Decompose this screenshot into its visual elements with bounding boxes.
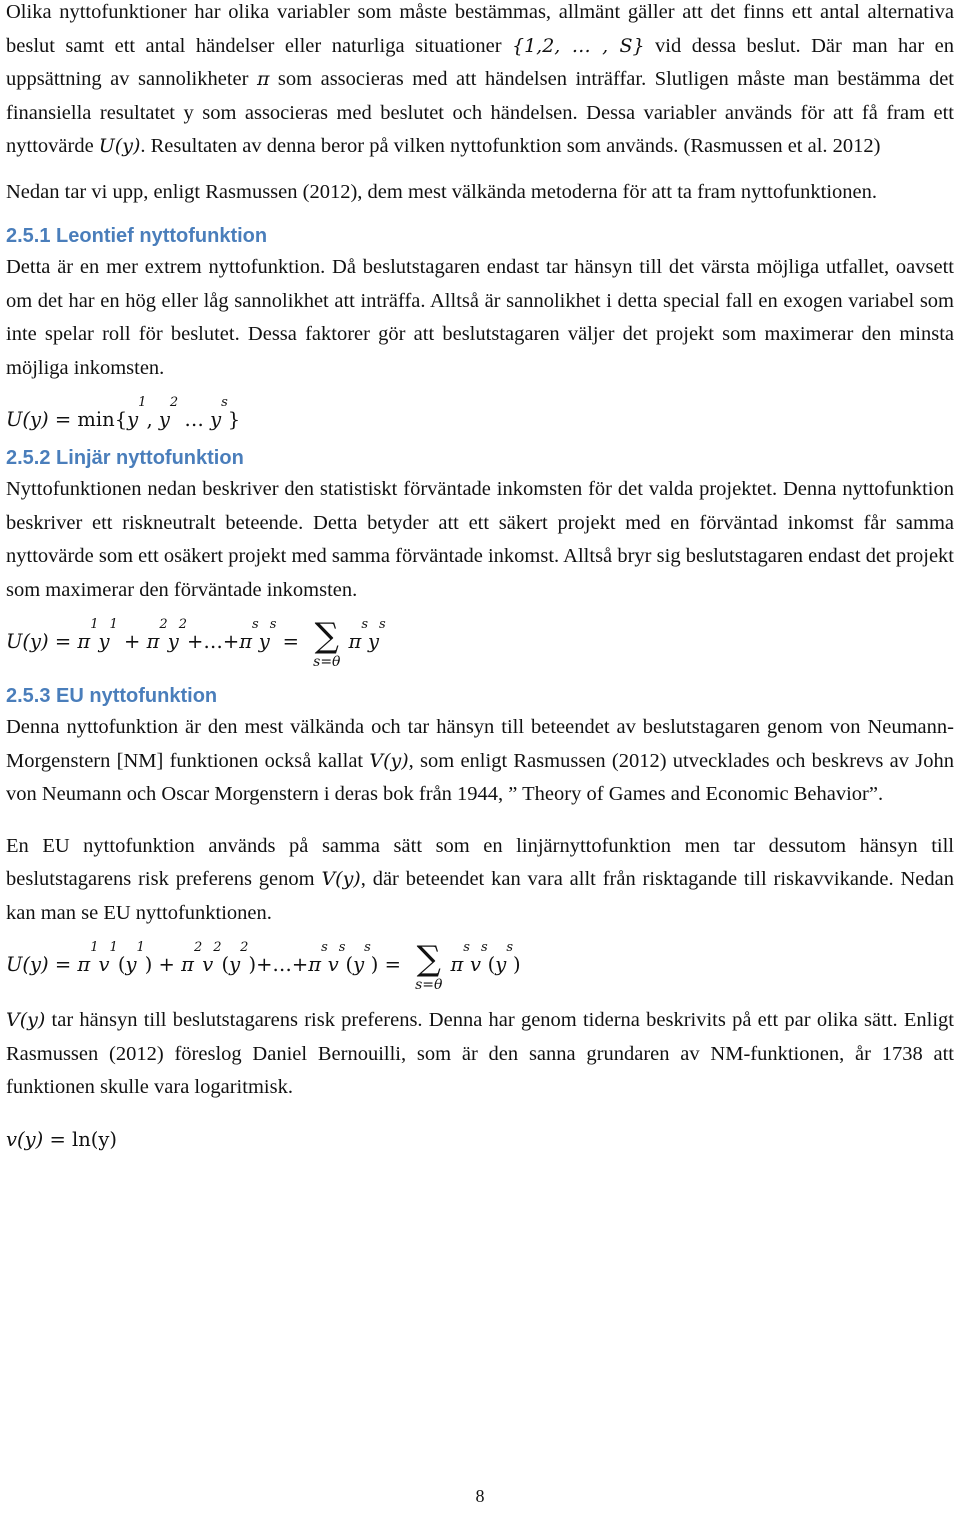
equation-eu: U(y) = π 1 v 1 ( y 1 ) + π 2 v 2 ( y 2 ) +…+ π s v s ( y s ) = ∑ s=θ π s v s ( y s ) [6, 939, 521, 993]
intro-text-2: vid dessa beslut. Där man har en uppsättning av sannolikheter [6, 34, 955, 90]
inline-math-pi: π [256, 68, 270, 90]
inline-math-vy: V(y) [321, 868, 361, 890]
eq-equals: = [48, 408, 78, 431]
intro-paragraph [6, 0, 954, 164]
section-heading-eu: 2.5.3 EU nyttofunktion [6, 685, 218, 707]
eq-rhs: ln(y) [72, 1127, 118, 1151]
inline-math-vy: V(y) [369, 749, 409, 772]
equation-leontief: U(y) = min{ y 1 , y 2 … y s } [6, 403, 954, 443]
eu-paragraph-2: En EU nyttofunktion används på samma sätt som en linjärnyttofunktion men tar dessutom hänsyn till beslutstagarens risk preferens genom V(y), där beteendet kan vara allt från risktagande till riskavvikande. Nedan kan man se EU nyttofunktionen. [6, 834, 954, 924]
linear-paragraph: Nyttofunktionen nedan beskriver den statistiskt förväntade inkomsten för det valda projektet. Denna nyttofunktion beskriver ett riskneutralt beteende. Detta betyder att ett säkert projekt med en förväntad inkomst får samma nyttovärde som ett osäkert projekt med samma förväntade inkomst. Alltså bryr sig beslutstagaren endast det projekt som maximerar den förväntade inkomsten. [6, 478, 954, 601]
inline-math-vy: V(y) [6, 1009, 46, 1031]
intro-text-3: som associeras med att händelsen inträffar. Slutligen måste man bestämma det finansiella resultatet y som associeras med beslutet och händelsen. Dessa variabler används för att få fram ett nyttovärde [6, 68, 954, 157]
section-heading-leontief: 2.5.1 Leontief nyttofunktion [6, 225, 268, 247]
inline-math-set: {1,2, … , S} [512, 34, 645, 57]
inline-math-uy: U(y) [98, 135, 141, 157]
eu-paragraph-3: V(y) tar hänsyn till beslutstagarens risk preferens. Denna har genom tiderna beskrivits på ett par olika sätt. Enligt Rasmussen (2012) föreslog Daniel Bernouilli, som är den sanna grundaren av NM-funktionen, år 1738 att funktionen skulle vara logaritmisk. [6, 1009, 954, 1098]
eu-paragraph-1: Denna nyttofunktion är den mest välkända och tar hänsyn till beteendet av beslutstagaren genom von Neumann-Morgenstern [NM] funktionen också kallat V(y), som enligt Rasmussen (2012) utvecklades och beskrevs av John von Neumann och Oscar Morgenstern i deras bok från 1944, ” Theory of Games and Economic Behavior”. [6, 716, 954, 805]
second-paragraph: Nedan tar vi upp, enligt Rasmussen (2012), dem mest välkända metoderna för att ta fram nyttofunktionen. [6, 180, 878, 203]
page-number: 8 [475, 1486, 485, 1506]
leontief-paragraph: Detta är en mer extrem nyttofunktion. Då beslutstagaren endast tar hänsyn till det värsta möjliga utfallet, oavsett om det har en hög eller låg sannolikhet att inträffa. Alltså är sannolikhet i detta special fall en exogen variabel som inte spelar roll för beslutet. Dessa faktorer gör att beslutstagaren väljer det projekt som maximerar den minsta möjliga inkomsten. [6, 256, 954, 379]
section-heading-linear: 2.5.2 Linjär nyttofunktion [6, 447, 244, 469]
eq-lhs: U(y) = [6, 630, 78, 653]
eq-lhs: U(y) [6, 408, 49, 431]
eq-lhs: U(y) = [6, 953, 78, 976]
eq-min: min{ [77, 408, 128, 431]
eq-lhs: v(y) [6, 1127, 44, 1151]
summation-symbol: ∑ s=θ [313, 616, 341, 670]
equation-log: v(y) = ln(y) [6, 1123, 954, 1163]
intro-text-1: Olika nyttofunktioner har olika variabler som måste bestämmas, allmänt gäller att det finns ett antal alternativa beslut samt ett antal händelser eller naturliga situationer [6, 1, 954, 57]
intro-text-4: . Resultaten av denna beror på vilken nyttofunktion som används. (Rasmussen et al. 2012) [140, 135, 881, 157]
summation-symbol: ∑ s=θ [415, 939, 443, 993]
equation-linear: U(y) = π 1 y 1 + π 2 y 2 +…+ π s y s = ∑ s=θ π s y s [6, 616, 386, 670]
